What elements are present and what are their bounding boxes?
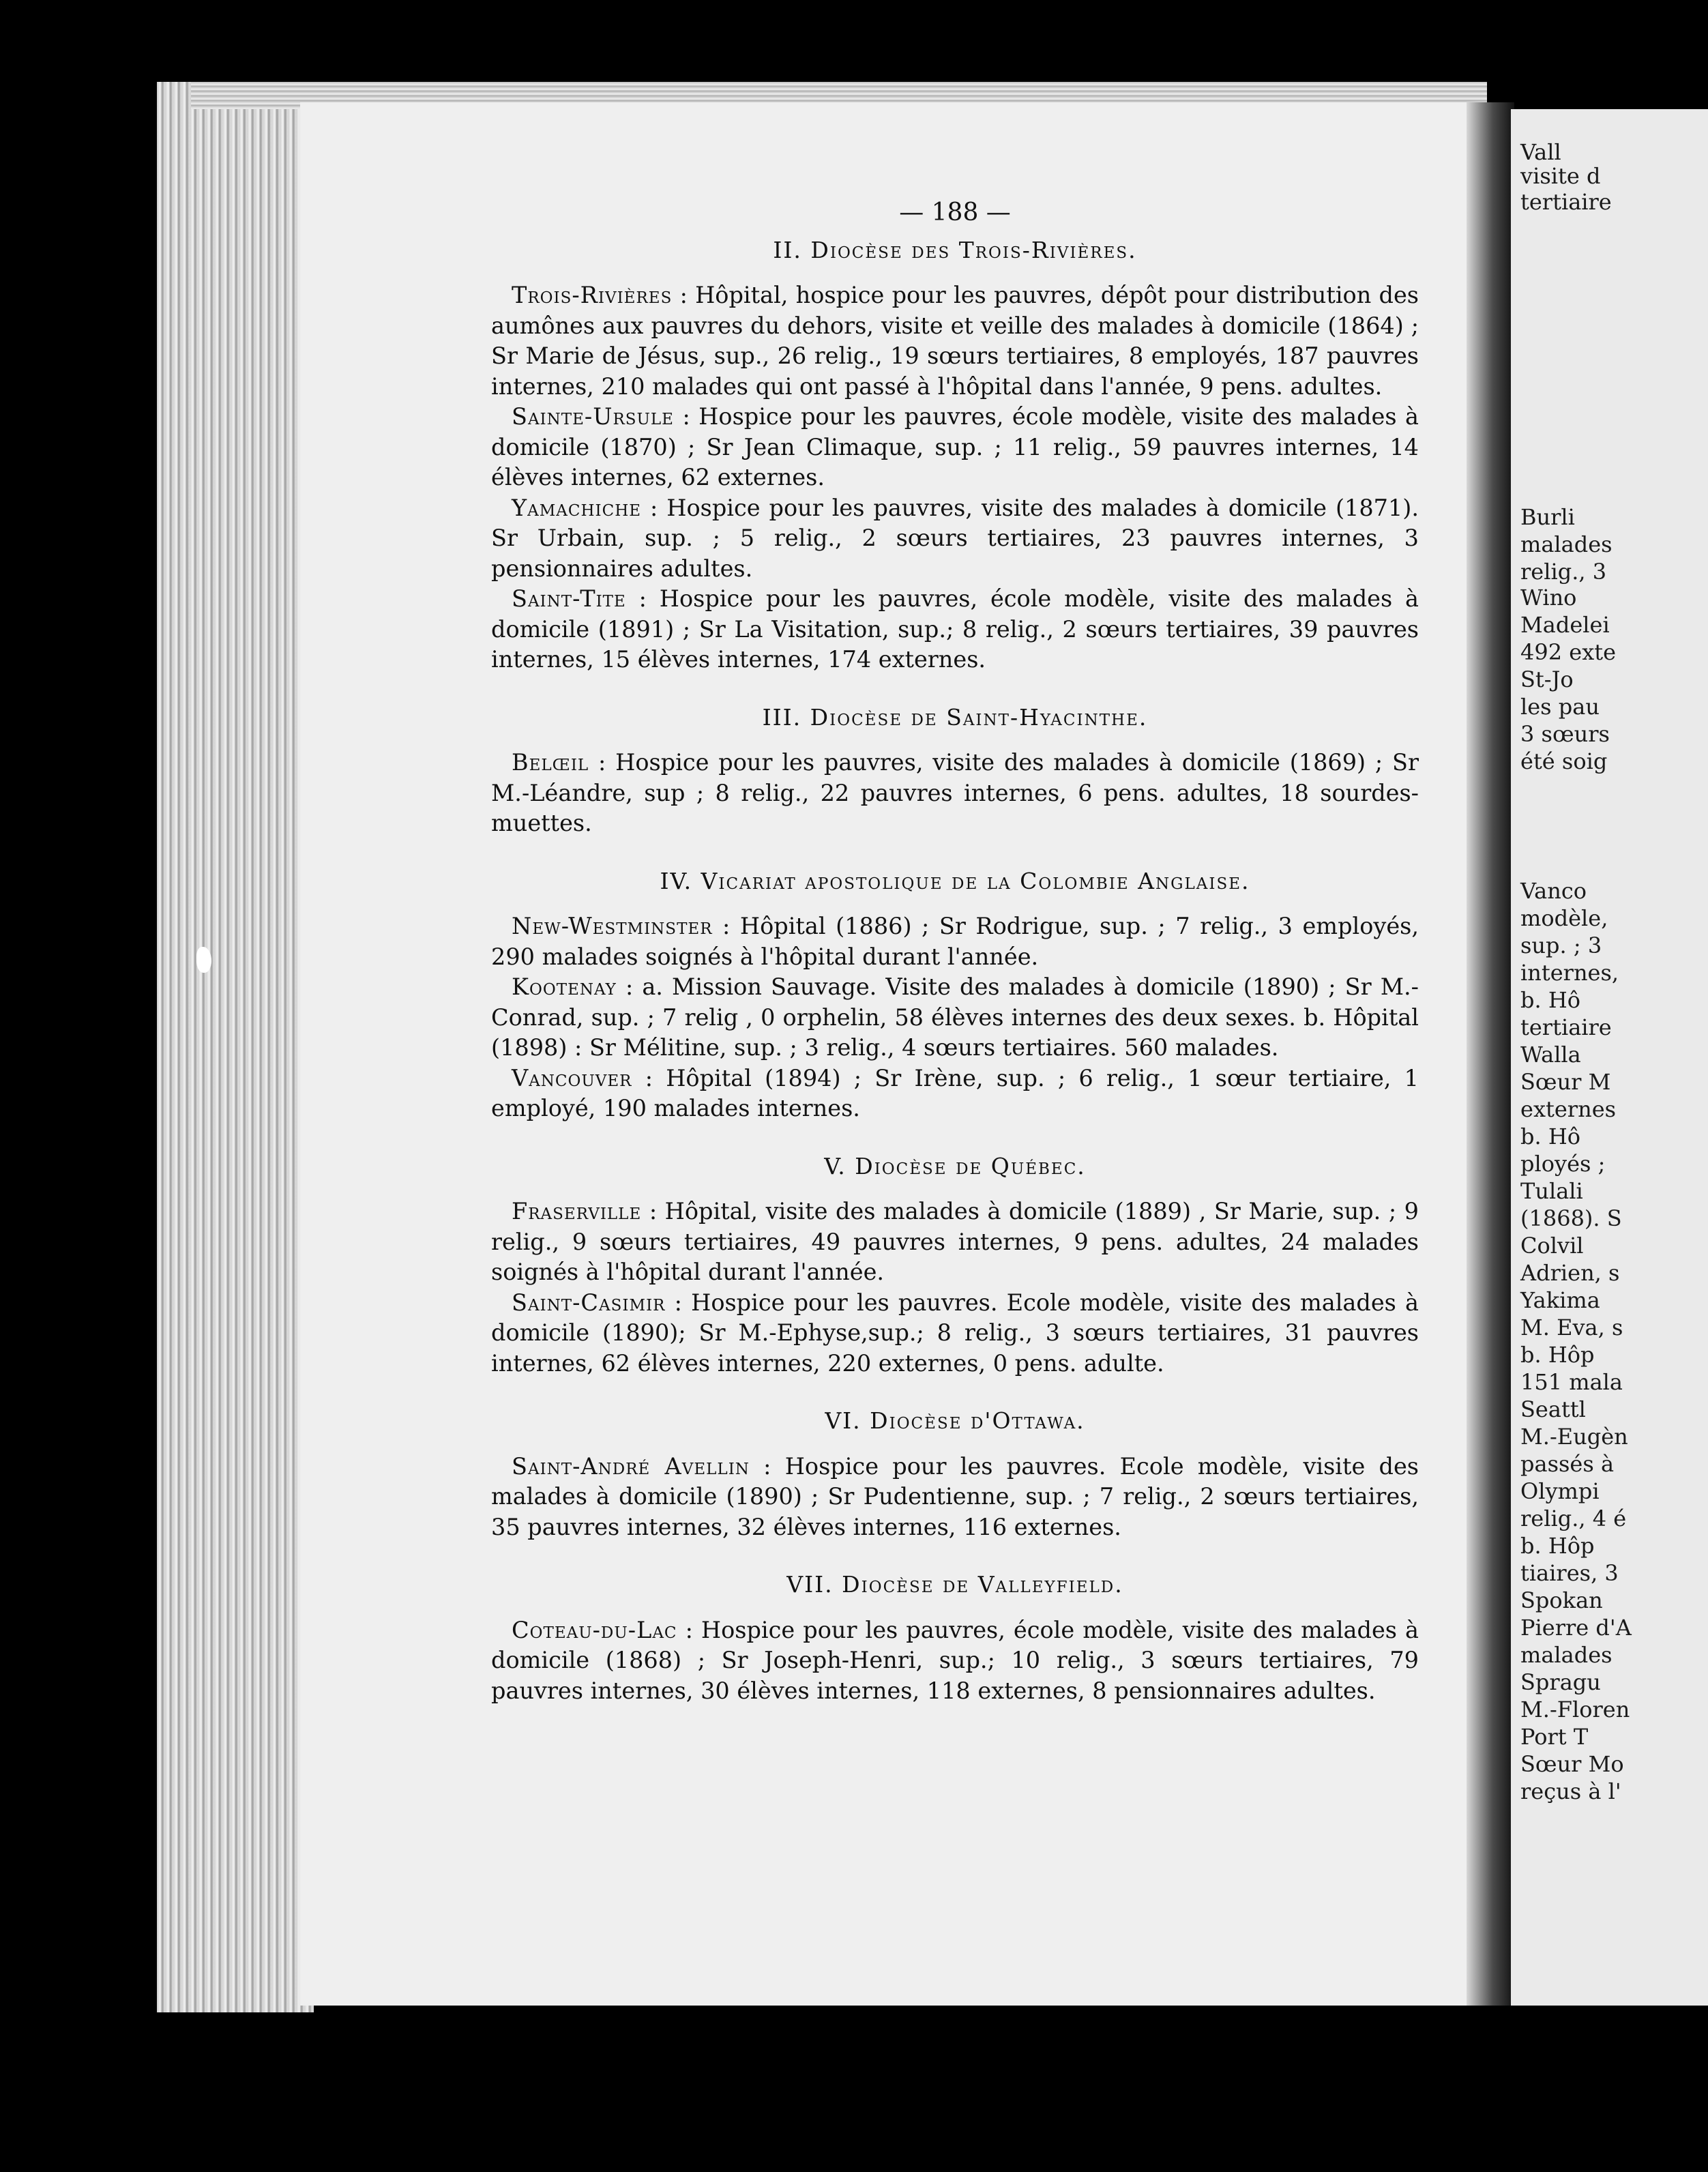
facing-page-line: (1868). S — [1520, 1205, 1622, 1231]
entry-text: : Hospice pour les pauvres, école modèle, visite des malades à domicile (1891) ; Sr La Visitation, sup.; 8 relig., 2 sœurs tertiaires, 39 pauvres internes, 15 élèves internes, 174 externes. — [491, 585, 1419, 673]
facing-page-line: Pierre d'A — [1520, 1615, 1632, 1641]
entry-place-name: Sainte-Ursule — [512, 403, 674, 430]
entry-place-name: Trois-Rivières — [512, 282, 673, 308]
entry-text: : a. Mission Sauvage. Visite des malades à domicile (1890) ; Sr M.-Conrad, sup. ; 7 relig , 0 orphelin, 58 élèves internes des deux sexes. b. Hôpital (1898) : Sr Mélitine, sup. ; 3 relig., 4 sœurs tertiaires. 560 malades. — [491, 973, 1419, 1061]
facing-page-line: 3 sœurs — [1520, 721, 1610, 747]
entry-paragraph — [491, 972, 1419, 1063]
entry-text: : Hospice pour les pauvres. Ecole modèle, visite des malades à domicile (1890); Sr M.-Ephyse,sup.; 8 relig., 3 sœurs tertiaires, 31 pauvres internes, 62 élèves internes, 220 externes, 0 pens. adulte. — [491, 1289, 1419, 1377]
facing-page-line: reçus à l' — [1520, 1778, 1621, 1804]
facing-page-line: sup. ; 3 — [1520, 933, 1602, 958]
entry-place-name: Belœil — [512, 749, 589, 776]
facing-page-line: internes, — [1520, 960, 1619, 986]
section-gap — [491, 675, 1419, 699]
sections-container — [491, 235, 1419, 1707]
entry-text: : Hospice pour les pauvres. Ecole modèle, visite des malades à domicile (1890) ; Sr Pudentienne, sup. ; 7 relig., 2 sœurs tertiaires, 35 pauvres internes, 32 élèves internes, 116 externes. — [491, 1452, 1419, 1540]
page-content — [491, 198, 1419, 1706]
facing-page-line: malades — [1520, 531, 1613, 557]
binding-mark — [196, 947, 211, 973]
facing-page-line: modèle, — [1520, 905, 1608, 931]
entry-paragraph — [491, 584, 1419, 675]
section-gap — [491, 1379, 1419, 1402]
facing-page-line: Madelei — [1520, 612, 1610, 638]
facing-page-line: Yakima — [1520, 1287, 1600, 1313]
section-title: VI. Diocèse d'Ottawa. — [825, 1407, 1085, 1434]
facing-page-line: 151 mala — [1520, 1369, 1623, 1395]
entry-paragraph — [491, 280, 1419, 402]
entry-paragraph — [491, 493, 1419, 585]
facing-page-line: Vall — [1520, 139, 1561, 165]
facing-page-line: externes — [1520, 1096, 1617, 1122]
facing-page-line: St-Jo — [1520, 666, 1574, 692]
facing-page-line: Wino — [1520, 585, 1577, 611]
entry-text: : Hôpital (1894) ; Sr Irène, sup. ; 6 relig., 1 sœur tertiaire, 1 employé, 190 malades internes. — [491, 1064, 1419, 1121]
entry-text: : Hospice pour les pauvres, visite des malades à domicile (1869) ; Sr M.-Léandre, sup ; 8 relig., 22 pauvres internes, 6 pens. adultes, 18 sourdes-muettes. — [491, 749, 1419, 836]
facing-page-line: M. Eva, s — [1520, 1315, 1623, 1340]
facing-page-line: Spokan — [1520, 1587, 1603, 1613]
facing-page-line: Sœur M — [1520, 1069, 1611, 1095]
entry-paragraph — [491, 402, 1419, 493]
entry-text: : Hôpital, hospice pour les pauvres, dépôt pour distribution des aumônes aux pauvres du dehors, visite et veille des malades à domicile (1864) ; Sr Marie de Jésus, sup., 26 relig., 19 sœurs tertiaires, 8 employés, 187 pauvres internes, 210 malades qui ont passé à l'hôpital dans l'année, 9 pens. adultes. — [491, 282, 1419, 400]
entry-place-name: Saint-André Avellin — [512, 1452, 750, 1480]
facing-page-line: M.-Floren — [1520, 1697, 1630, 1722]
facing-page — [1511, 109, 1708, 2006]
section-gap — [491, 1124, 1419, 1147]
section-gap — [491, 839, 1419, 862]
facing-page-line: les pau — [1520, 694, 1600, 720]
section-title: III. Diocèse de Saint-Hyacinthe. — [762, 703, 1148, 731]
facing-page-line: 492 exte — [1520, 639, 1617, 665]
facing-page-line: été soig — [1520, 748, 1608, 774]
page-stack-edge — [157, 82, 314, 2012]
entry-place-name: Coteau-du-Lac — [512, 1616, 677, 1643]
section-title: V. Diocèse de Québec. — [824, 1152, 1086, 1179]
facing-page-line: Adrien, s — [1520, 1260, 1620, 1286]
facing-page-line: b. Hôp — [1520, 1533, 1595, 1559]
facing-page-line: tiaires, 3 — [1520, 1560, 1619, 1586]
facing-page-line: Tulali — [1520, 1178, 1583, 1204]
facing-page-line: relig., 4 é — [1520, 1506, 1627, 1531]
entry-text: : Hospice pour les pauvres, visite des malades à domicile (1871). Sr Urbain, sup. ; 5 relig., 2 sœurs tertiaires, 23 pauvres internes, 3 pensionnaires adultes. — [491, 494, 1419, 582]
entry-place-name: Saint-Tite — [512, 585, 626, 612]
entry-paragraph — [491, 1063, 1419, 1124]
facing-page-line: Sœur Mo — [1520, 1751, 1624, 1777]
entry-paragraph — [491, 1615, 1419, 1707]
book-gutter — [1467, 102, 1514, 2006]
facing-page-line: relig., 3 — [1520, 559, 1607, 585]
entry-text: : Hospice pour les pauvres, école modèle, visite des malades à domicile (1870) ; Sr Jean Climaque, sup. ; 11 relig., 59 pauvres internes, 14 élèves internes, 62 externes. — [491, 403, 1419, 490]
facing-page-line: Walla — [1520, 1042, 1581, 1068]
entry-place-name: Vancouver — [512, 1064, 632, 1091]
facing-page-line: b. Hôp — [1520, 1342, 1595, 1368]
section-title: II. Diocèse des Trois-Rivières. — [773, 236, 1137, 263]
facing-page-line: malades — [1520, 1642, 1613, 1668]
section-title: IV. Vicariat apostolique de la Colombie Anglaise. — [660, 867, 1250, 894]
entry-place-name: Saint-Casimir — [512, 1289, 666, 1316]
section-gap — [491, 1542, 1419, 1566]
facing-page-line: Spragu — [1520, 1669, 1601, 1695]
facing-page-line: Seattl — [1520, 1396, 1586, 1422]
entry-text: : Hospice pour les pauvres, école modèle, visite des malades à domicile (1868) ; Sr Joseph-Henri, sup.; 10 relig., 3 sœurs tertiaires, 79 pauvres internes, 30 élèves internes, 118 externes, 8 pensionnaires adultes. — [491, 1616, 1419, 1704]
entry-paragraph — [491, 1452, 1419, 1543]
entry-paragraph — [491, 748, 1419, 839]
facing-page-line: tertiaire — [1520, 189, 1612, 215]
facing-page-line: Colvil — [1520, 1233, 1584, 1259]
entry-paragraph — [491, 1288, 1419, 1379]
entry-place-name: New-Westminster — [512, 913, 713, 939]
facing-page-line: passés à — [1520, 1451, 1615, 1477]
entry-paragraph — [491, 911, 1419, 972]
section-title: VII. Diocèse de Valleyfield. — [786, 1571, 1123, 1598]
facing-page-line: Olympi — [1520, 1478, 1600, 1504]
facing-page-line: visite d — [1520, 163, 1601, 189]
facing-page-line: b. Hô — [1520, 987, 1580, 1013]
facing-page-line: M.-Eugèn — [1520, 1424, 1628, 1450]
entry-text: : Hôpital, visite des malades à domicile (1889) , Sr Marie, sup. ; 9 relig., 9 sœurs tertiaires, 49 pauvres internes, 9 pens. adultes, 24 malades soignés à l'hôpital durant l'année. — [491, 1198, 1419, 1285]
facing-page-line: tertiaire — [1520, 1014, 1612, 1040]
facing-page-line: b. Hô — [1520, 1124, 1580, 1149]
entry-place-name: Yamachiche — [512, 494, 642, 521]
entry-place-name: Fraserville — [512, 1198, 642, 1224]
facing-page-line: Port T — [1520, 1724, 1589, 1750]
entry-paragraph — [491, 1197, 1419, 1288]
facing-page-line: Vanco — [1520, 878, 1587, 904]
page-number: — 188 — — [899, 199, 1011, 226]
facing-page-line: Burli — [1520, 504, 1575, 530]
entry-place-name: Kootenay — [512, 973, 617, 1000]
entry-text: : Hôpital (1886) ; Sr Rodrigue, sup. ; 7 relig., 3 employés, 290 malades soignés à l'hôpital durant l'année. — [491, 913, 1419, 970]
facing-page-line: ployés ; — [1520, 1151, 1606, 1177]
